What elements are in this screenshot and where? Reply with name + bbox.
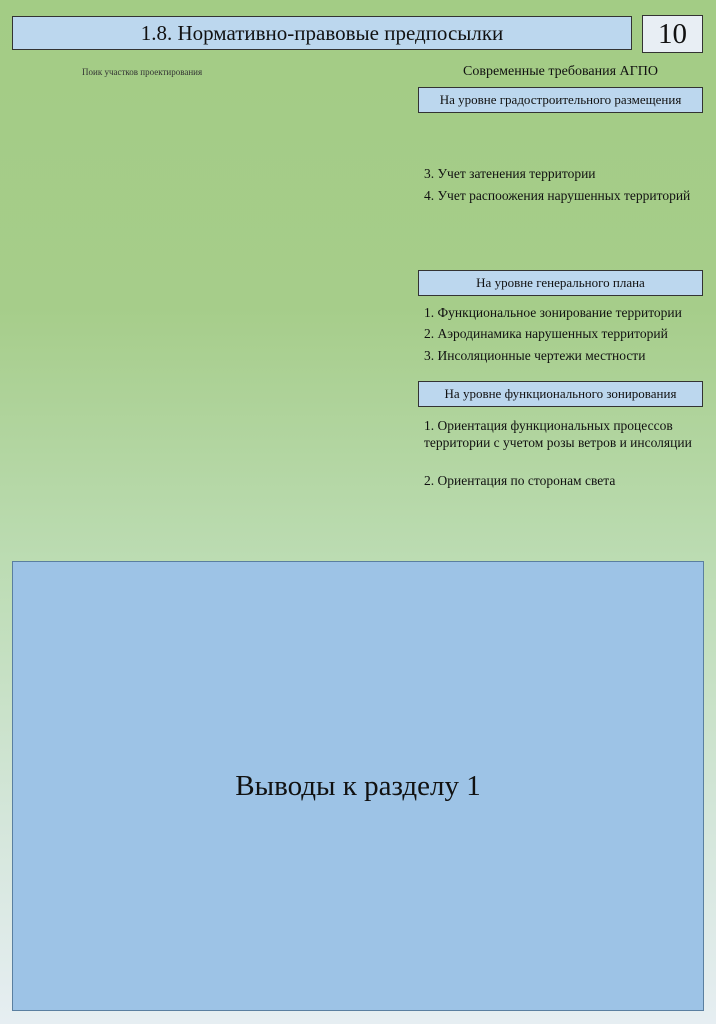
level-box-master-plan [418, 270, 703, 296]
list-item: 1. Функциональное зонирование территории [424, 305, 682, 320]
section-conclusion-panel [12, 561, 704, 1011]
slide-title-text: 1.8. Нормативно-правовые предпосылки [140, 20, 504, 45]
list-item: 2. Ориентация по сторонам света [424, 473, 616, 488]
section-conclusion-text: Выводы к разделу 1 [235, 769, 481, 802]
level-box-urban-placement [418, 87, 703, 113]
page-number [642, 15, 703, 53]
list-item: 2. Аэродинамика нарушенных территорий [424, 326, 668, 341]
list-item: 3. Инсоляционные чертежи местности [424, 348, 646, 363]
level-label: На уровне генерального плана [476, 275, 645, 290]
list-item: 1. Ориентация функциональных процессов территории с учетом розы ветров и инсоляции [424, 418, 692, 450]
site-search-caption: Поик участков проектирования [82, 67, 203, 77]
level-label: На уровне функционального зонирования [444, 386, 677, 401]
level-box-functional-zoning [418, 381, 703, 407]
list-item: 4. Учет распоожения нарушенных территорий [424, 188, 691, 203]
level-label: На уровне градостроительного размещения [439, 92, 682, 107]
slide-title [12, 16, 632, 50]
list-item: 3. Учет затенения территории [424, 166, 596, 181]
page-number-text: 10 [658, 17, 687, 50]
requirements-heading: Современные требования АГПО [463, 64, 658, 79]
